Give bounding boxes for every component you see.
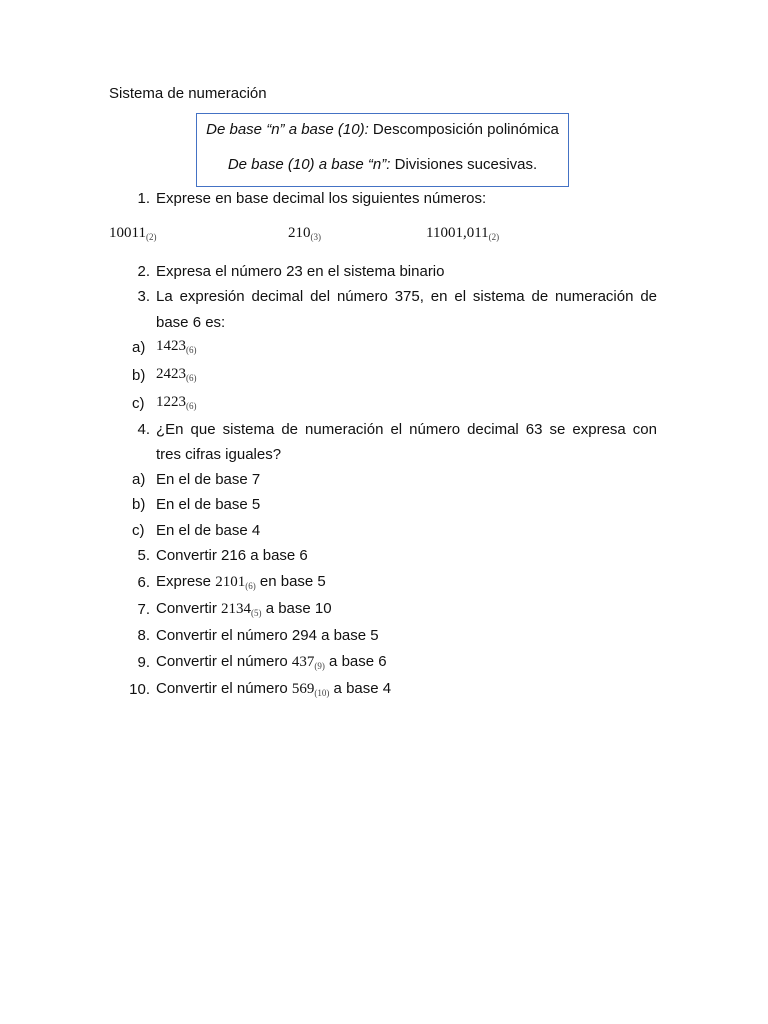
q3-text-line-2: base 6 es: [156, 314, 226, 331]
option-base: (6) [186, 373, 197, 383]
q4-option-letter: c) [132, 522, 145, 539]
q8-text: Convertir el número 294 a base 5 [156, 627, 379, 644]
q9-pre: Convertir el número [156, 653, 292, 670]
option-value: 1423 [156, 338, 186, 354]
example-value: 210 [288, 225, 311, 241]
method-box [196, 113, 569, 187]
q6-post: en base 5 [255, 573, 326, 590]
q3-option-c [156, 393, 197, 411]
q3-option-letter: a) [132, 339, 146, 356]
option-value: 1223 [156, 394, 186, 410]
q4-text-line-1: ¿En que sistema de numeración el número decimal 63 se expresa con [156, 421, 657, 438]
q6-pre: Exprese [156, 573, 216, 590]
q1-number: 1. [137, 190, 150, 207]
q7-post: a base 10 [261, 600, 332, 617]
example-value: 11001,011 [426, 225, 489, 241]
option-base: (6) [186, 345, 197, 355]
q6-base: (6) [245, 581, 256, 591]
method-line-2 [197, 156, 568, 173]
q1-text: Exprese en base decimal los siguientes números: [156, 190, 487, 207]
method-1-text: Descomposición polinómica [368, 121, 559, 138]
q2-number: 2. [137, 263, 150, 280]
method-2-text: Divisiones sucesivas. [390, 156, 538, 173]
q10-value: 569 [291, 681, 315, 697]
example-number [288, 224, 321, 242]
option-value: 2423 [156, 366, 186, 382]
q3-text-line-1: La expresión decimal del número 375, en el sistema de numeración de [156, 288, 657, 305]
q3-option-a [156, 337, 197, 355]
method-line-1 [197, 121, 568, 138]
q4-option-letter: b) [132, 496, 146, 513]
example-value: 10011 [109, 225, 146, 241]
q6-number: 6. [137, 574, 150, 591]
q3-number: 3. [137, 288, 150, 305]
q5-text: Convertir 216 a base 6 [156, 547, 308, 564]
q3-option-letter: b) [132, 367, 146, 384]
q8-number: 8. [137, 627, 150, 644]
q7-text [156, 600, 332, 618]
q6-text [156, 573, 326, 591]
q9-value: 437 [291, 654, 315, 670]
q3-option-letter: c) [132, 395, 145, 412]
q10-text [156, 680, 391, 698]
q4-option-b: En el de base 5 [156, 496, 261, 513]
q9-base: (9) [314, 661, 325, 671]
q7-value: 2134 [221, 601, 252, 617]
q2-text: Expresa el número 23 en el sistema binario [156, 263, 445, 280]
q9-number: 9. [137, 654, 150, 671]
q7-number: 7. [137, 601, 150, 618]
q7-base: (5) [251, 608, 262, 618]
q5-number: 5. [137, 547, 150, 564]
q10-base: (10) [314, 688, 330, 698]
q4-option-a: En el de base 7 [156, 471, 261, 488]
option-base: (6) [186, 401, 197, 411]
q10-number: 10. [129, 681, 150, 698]
q4-option-c: En el de base 4 [156, 522, 261, 539]
q9-text [156, 653, 387, 671]
q10-post: a base 4 [329, 680, 392, 697]
example-base: (2) [488, 232, 500, 242]
example-number [426, 224, 499, 242]
q4-option-letter: a) [132, 471, 146, 488]
page-title: Sistema de numeración [109, 85, 267, 102]
example-number [109, 224, 156, 242]
q4-text-line-2: tres cifras iguales? [156, 446, 282, 463]
example-base: (3) [310, 232, 321, 242]
q4-number: 4. [137, 421, 150, 438]
q3-option-b [156, 365, 197, 383]
q7-pre: Convertir [156, 600, 222, 617]
q10-pre: Convertir el número [156, 680, 292, 697]
example-base: (2) [145, 232, 157, 242]
q6-value: 2101 [215, 574, 246, 590]
method-2-label: De base (10) a base “n”: [227, 156, 391, 173]
q9-post: a base 6 [324, 653, 387, 670]
method-1-label: De base “n” a base (10): [206, 121, 369, 138]
